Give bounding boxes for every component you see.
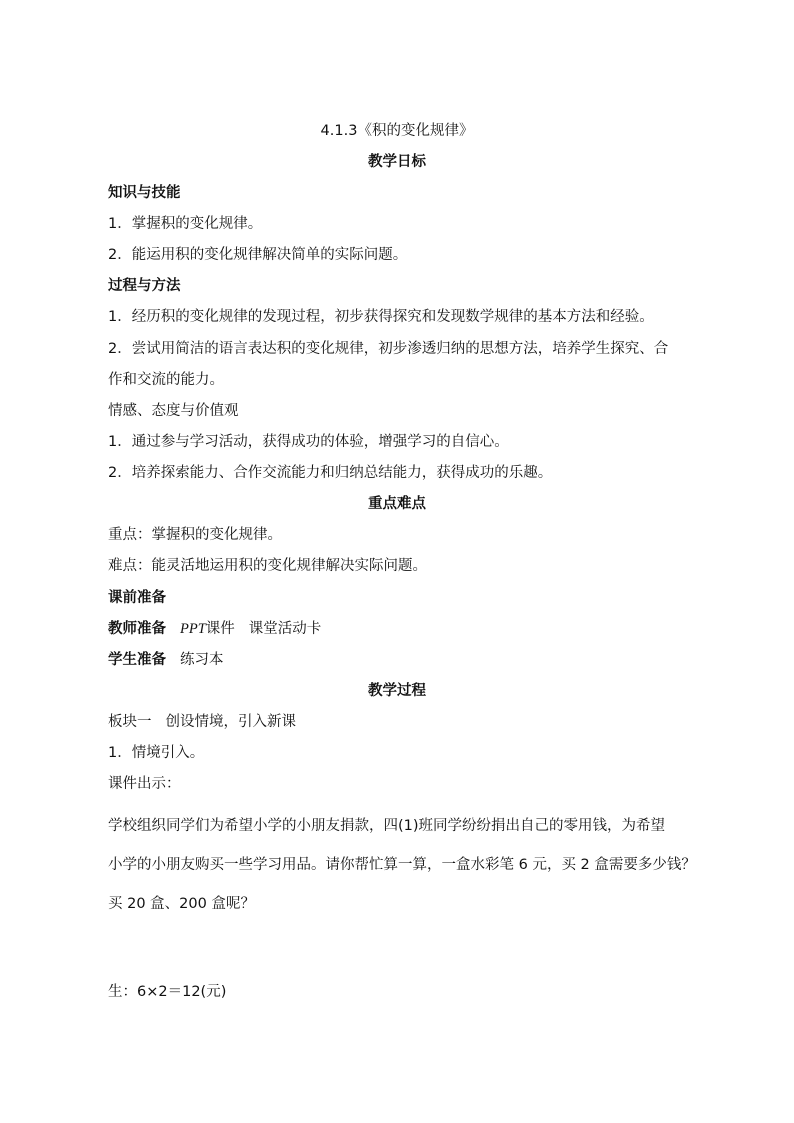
story-line-2: 小学的小朋友购买一些学习用品。请你帮忙算一算，一盒水彩笔 6 元，买 2 盒需要多少钱？ bbox=[108, 857, 696, 873]
process-item-2-line-2: 作和交流的能力。 bbox=[108, 372, 224, 388]
process-item-1: 1．经历积的变化规律的发现过程，初步获得探究和发现数学规律的基本方法和经验。 bbox=[108, 309, 654, 325]
process-heading: 过程与方法 bbox=[108, 278, 181, 294]
emotion-item-1: 1．通过参与学习活动，获得成功的体验，增强学习的自信心。 bbox=[108, 434, 509, 450]
section-heading-key: 重点难点 bbox=[368, 496, 426, 512]
student-prep-value: 练习本 bbox=[180, 652, 224, 668]
prep-heading: 课前准备 bbox=[108, 590, 166, 606]
emotion-heading: 情感、态度与价值观 bbox=[108, 403, 239, 419]
key-point: 重点：掌握积的变化规律。 bbox=[108, 527, 282, 543]
courseware-label: 课件出示： bbox=[108, 776, 181, 792]
knowledge-item-1: 1．掌握积的变化规律。 bbox=[108, 216, 263, 232]
block1-label: 板块一 bbox=[108, 714, 152, 730]
story-line-1: 学校组织同学们为希望小学的小朋友捐款，四(1)班同学纷纷捐出自己的零用钱，为希望 bbox=[108, 818, 666, 834]
teacher-prep bbox=[108, 619, 321, 639]
block1-title: 创设情境，引入新课 bbox=[165, 714, 296, 730]
knowledge-heading: 知识与技能 bbox=[108, 185, 181, 201]
story-line-3: 买 20 盒、200 盒呢？ bbox=[108, 896, 255, 912]
doc-title: 4.1.3《积的变化规律》 bbox=[320, 123, 474, 139]
knowledge-item-2: 2．能运用积的变化规律解决简单的实际问题。 bbox=[108, 247, 408, 263]
difficult-point: 难点：能灵活地运用积的变化规律解决实际问题。 bbox=[108, 558, 427, 574]
section-heading-goals: 教学日标 bbox=[368, 154, 426, 170]
teacher-prep-ppt: PPT bbox=[180, 621, 206, 637]
emotion-item-2: 2．培养探索能力、合作交流能力和归纳总结能力，获得成功的乐趣。 bbox=[108, 465, 553, 481]
student-answer: 生：6×2＝12(元) bbox=[108, 984, 227, 1000]
teacher-prep-courseware: 课件 bbox=[205, 621, 235, 637]
process-item-2-line-1: 2．尝试用简洁的语言表达积的变化规律，初步渗透归纳的思想方法，培养学生探究、合 bbox=[108, 341, 669, 357]
teacher-prep-label: 教师准备 bbox=[108, 621, 166, 637]
student-prep-label: 学生准备 bbox=[108, 652, 166, 668]
student-prep bbox=[108, 650, 224, 670]
step-1: 1．情境引入。 bbox=[108, 745, 205, 761]
section-heading-process: 教学过程 bbox=[368, 683, 426, 699]
block1-heading bbox=[108, 712, 296, 732]
teacher-prep-card: 课堂活动卡 bbox=[248, 621, 322, 637]
